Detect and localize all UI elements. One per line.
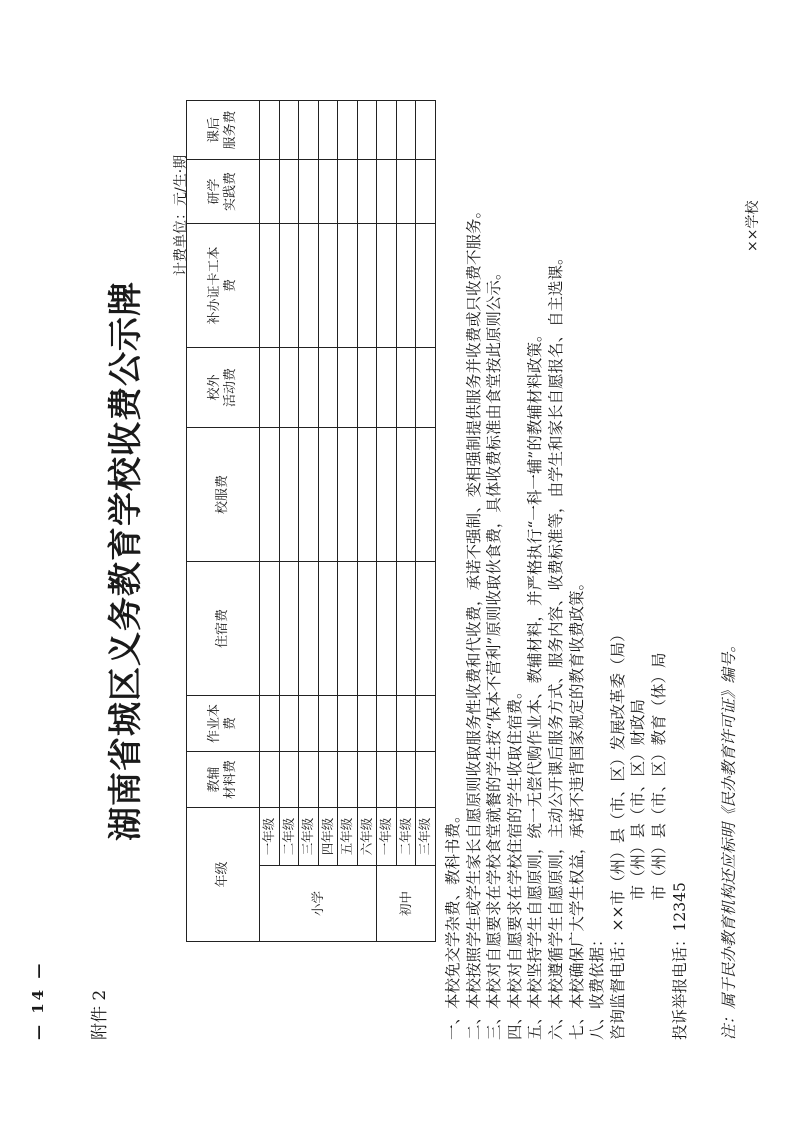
note-line: 八、收费依据： [588,931,607,1040]
fee-cell [396,751,416,807]
fee-cell [338,100,358,159]
fee-cell [299,695,319,751]
fee-cell [299,561,319,695]
header-row [187,100,260,941]
page-number: — 14 — [29,960,47,1040]
fee-header: 研学 实践费 [187,159,260,223]
fee-cell [260,347,280,427]
note-line: 投诉举报电话：12345 [670,882,689,1040]
grade-cell: 四年级 [318,807,338,865]
fee-cell [377,100,397,159]
fee-cell [377,427,397,561]
fee-cell [357,159,377,223]
fee-cell [416,223,436,347]
fee-cell [279,695,299,751]
footnote: 注：属于民办教育机构还应标明《民办教育许可证》编号。 [720,636,738,1040]
fee-cell [299,100,319,159]
page-title: 湖南省城区义务教育学校收费公示牌 [106,281,146,841]
note-line: 一、本校免交学杂费、教科书费。 [444,807,462,1040]
note-line: 市（州）县（市、区）财政局 [629,698,648,1040]
fee-cell [338,159,358,223]
fee-cell [396,159,416,223]
fee-table-body [260,100,436,941]
fee-cell [299,347,319,427]
grade-cell: 二年级 [279,807,299,865]
fee-cell [396,695,416,751]
fee-cell [279,347,299,427]
fee-cell [357,561,377,695]
unit-label: 计费单位：元/生·期 [173,154,189,276]
fee-cell [357,100,377,159]
fee-cell [299,427,319,561]
fee-cell [396,427,416,561]
grade-cell: 二年级 [396,807,416,865]
fee-cell [299,159,319,223]
grade-cell: 六年级 [357,807,377,865]
fee-cell [396,223,416,347]
fee-cell [416,695,436,751]
fee-cell [338,347,358,427]
school-label: ××学校 [745,200,761,252]
fee-header: 校服费 [187,427,260,561]
fee-cell [377,561,397,695]
fee-cell [318,427,338,561]
table-row [260,100,280,941]
notes [443,100,690,1040]
fee-cell [377,695,397,751]
fee-cell [357,751,377,807]
fee-cell [260,159,280,223]
fee-cell [338,223,358,347]
table-row [338,100,358,941]
fee-cell [377,347,397,427]
fee-cell [357,223,377,347]
fee-cell [377,751,397,807]
fee-cell [377,159,397,223]
table-row [377,100,397,941]
fee-cell [279,561,299,695]
fee-cell [377,223,397,347]
fee-header: 补办证卡工本 费 [187,223,260,347]
note-line: 五、本校坚持学生自愿原则，统一无偿代购作业本、教辅材料，并严格执行“一科一辅”的教辅材料政策。 [526,326,545,1040]
fee-cell [260,561,280,695]
fee-cell [416,100,436,159]
note-line: 二、本校按照学生或学生家长自愿原则收取服务性收费和代收费，承诺不强制、变相强制提供服务并收费或只收费不服务。 [464,202,483,1040]
fee-cell [279,223,299,347]
fee-cell [318,223,338,347]
note-line: 七、本校确保广大学生权益，承诺不违背国家规定的教育收费政策。 [567,574,586,1040]
fee-header: 教辅 材料费 [187,751,260,807]
grade-cell: 三年级 [299,807,319,865]
note-line: 六、本校遵循学生自愿原则，主动公开课后服务方式、服务内容、收费标准等，由学生和家长自愿报名、自主选课。 [546,249,565,1040]
table-row [279,100,299,941]
fee-cell [416,347,436,427]
grade-cell: 五年级 [338,807,358,865]
note-line: 四、本校对自愿要求在学校住宿的学生收取住宿费。 [505,683,524,1040]
fee-cell [260,100,280,159]
fee-cell [318,159,338,223]
fee-cell [318,100,338,159]
table-row [318,100,338,941]
attachment-label: 附件 2 [90,989,110,1040]
fee-cell [260,427,280,561]
stage-cell: 初中 [377,866,436,942]
fee-header: 住宿费 [187,561,260,695]
grade-cell: 一年级 [260,807,280,865]
table-row [299,100,319,941]
fee-cell [338,695,358,751]
fee-cell [318,347,338,427]
fee-cell [318,751,338,807]
fee-cell [338,427,358,561]
fee-cell [396,347,416,427]
fee-cell [260,223,280,347]
fee-cell [396,100,416,159]
fee-table [186,100,436,942]
fee-cell [299,751,319,807]
fee-header: 校外 活动费 [187,347,260,427]
fee-header: 作业本 费 [187,695,260,751]
fee-cell [299,223,319,347]
fee-cell [279,159,299,223]
grade-header: 年级 [187,807,260,941]
fee-header: 课后 服务费 [187,100,260,159]
grade-cell: 一年级 [377,807,397,865]
fee-cell [260,695,280,751]
fee-cell [357,347,377,427]
fee-cell [338,561,358,695]
table-row [357,100,377,941]
fee-cell [318,695,338,751]
fee-cell [416,159,436,223]
fee-cell [279,427,299,561]
note-line: 市（州）县（市、区）教育（体）局 [649,652,668,1040]
table-row [396,100,416,941]
note-line: 咨询监督电话：××市（州）县（市、区）发展改革委（局） [608,626,627,1040]
fee-cell [416,751,436,807]
fee-cell [260,751,280,807]
fee-cell [279,751,299,807]
fee-cell [416,561,436,695]
stage-cell: 小学 [260,866,377,942]
fee-cell [357,695,377,751]
note-line: 三、本校对自愿要求在学校食堂就餐的学生按“保本不营利”原则收取伙食费，具体收费标准由食堂按此原则公示。 [485,264,504,1040]
fee-cell [396,561,416,695]
table-row [416,100,436,941]
fee-cell [279,100,299,159]
fee-cell [416,427,436,561]
fee-cell [357,427,377,561]
fee-cell [338,751,358,807]
grade-cell: 三年级 [416,807,436,865]
fee-cell [318,561,338,695]
